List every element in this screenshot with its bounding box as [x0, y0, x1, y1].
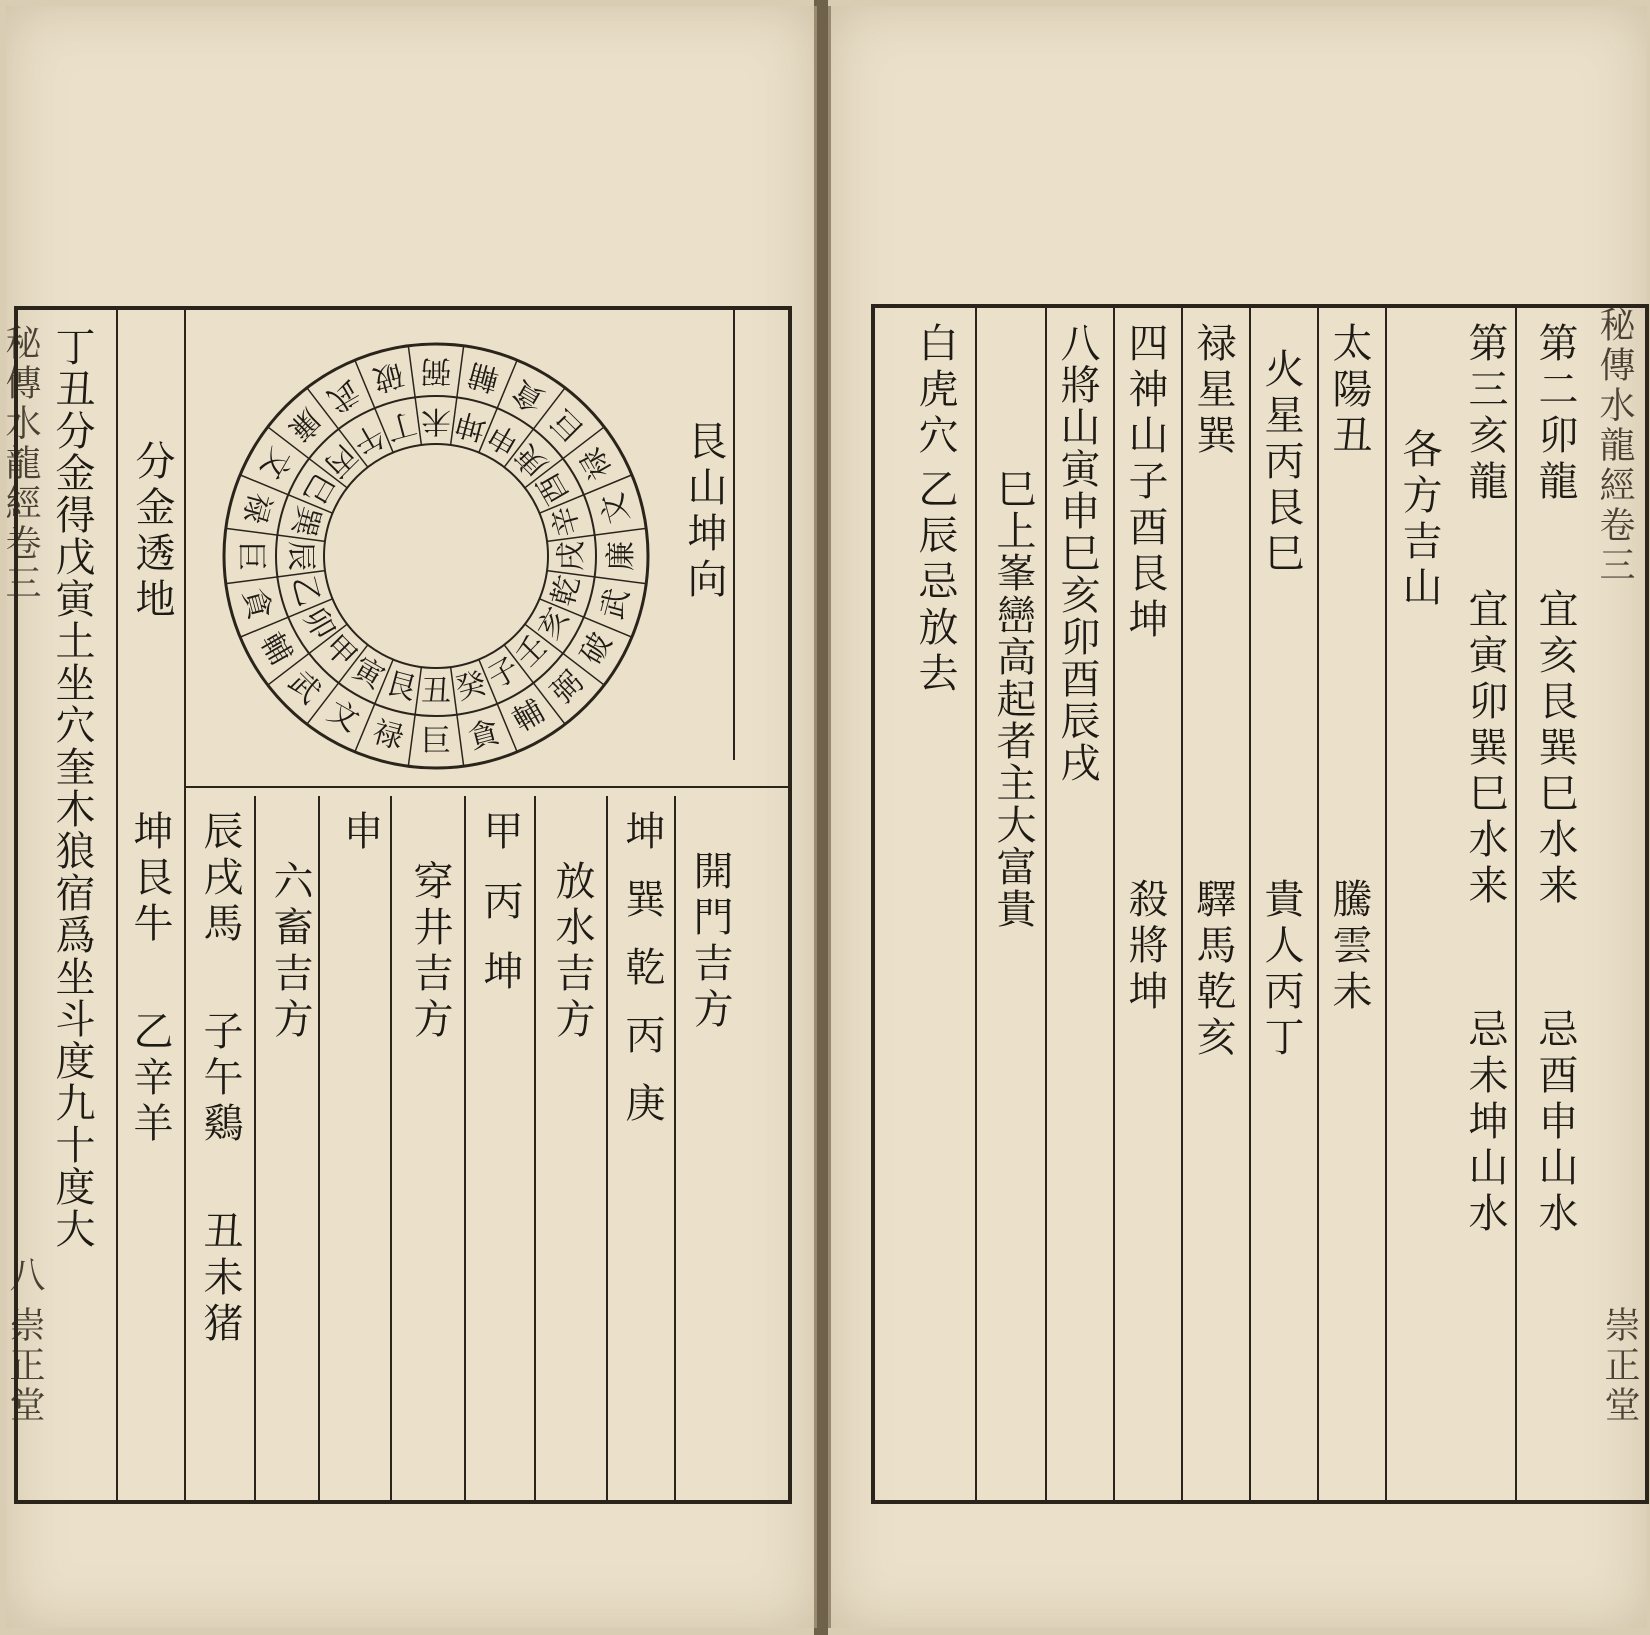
compass-inner-char: 庚 [508, 437, 555, 484]
bottom-col-water: 放水吉方 [549, 860, 595, 1044]
column-rule [733, 310, 735, 760]
compass-outer-char: 巨 [421, 724, 451, 759]
column-rule [674, 796, 676, 1500]
compass-inner-char: 申 [482, 415, 526, 462]
compass-outer-char: 破 [573, 627, 620, 671]
compass-outer-char: 輔 [252, 627, 298, 671]
bottom-col-livestock: 六畜吉方 [267, 860, 313, 1044]
bottom-col-cow: 坤艮牛 [127, 810, 173, 948]
right-margin-title: 秘傳水龍經卷三 [1594, 306, 1635, 586]
compass-outer-char: 弼 [544, 664, 591, 711]
compass-outer-char: 文 [252, 441, 298, 485]
compass-inner-char: 午 [346, 415, 390, 462]
bottom-col-water-dirs: 甲丙坤 [477, 810, 523, 1020]
bottom-col-open-door-dirs: 坤巽乾丙庚 [619, 810, 665, 1150]
compass-outer-char: 巨 [544, 401, 591, 448]
col-guiren: 貴人丙丁 [1258, 878, 1304, 1062]
bottom-col-well-dirs: 申 [337, 810, 383, 856]
compass-outer-char: 輔 [464, 356, 504, 398]
col-baihu: 白虎穴 [912, 322, 958, 460]
left-margin-page-number: 八 [4, 1256, 45, 1296]
compass-inner-char: 未 [421, 403, 451, 438]
column-rule [534, 796, 536, 1500]
row-rule [184, 786, 788, 788]
compass-inner-char: 酉 [530, 466, 576, 510]
compass-inner-char: 辰 [283, 541, 318, 571]
col-shajiang: 殺將坤 [1122, 878, 1168, 1016]
compass-outer-char: 輔 [507, 693, 551, 740]
compass-inner-char: 艮 [381, 666, 420, 708]
compass-outer-char: 禄 [236, 488, 278, 528]
compass-inner-char: 壬 [508, 628, 555, 675]
col-dragon-2-favorable: 宜亥艮巽巳水来 [1532, 588, 1578, 910]
column-rule [1385, 308, 1387, 1500]
compass-outer-char: 廉 [604, 541, 639, 571]
bottom-col-sheep: 乙辛羊 [127, 1010, 173, 1148]
col-dragon-3-avoid: 忌未坤山水 [1462, 1008, 1508, 1238]
compass-inner-char: 戌 [554, 541, 589, 571]
compass-inner-char: 丁 [381, 404, 420, 446]
bottom-col-well: 穿井吉方 [407, 860, 453, 1044]
column-rule [1317, 308, 1319, 1500]
compass-inner-char: 甲 [317, 628, 364, 675]
compass-outer-char: 禄 [573, 441, 620, 485]
compass-outer-char: 貪 [236, 584, 278, 624]
column-rule [1515, 308, 1517, 1500]
bottom-col-chicken: 子午鷄 [197, 1010, 243, 1148]
col-dragon-3-favorable: 宜寅卯巽巳水来 [1462, 588, 1508, 910]
col-dragon-3: 第三亥龍 [1462, 322, 1508, 506]
compass-outer-char: 貪 [507, 372, 551, 418]
column-rule [1113, 308, 1115, 1500]
compass-outer-char: 武 [281, 664, 328, 711]
col-yima: 驛馬乾亥 [1190, 878, 1236, 1062]
compass-outer-char: 文 [594, 488, 636, 528]
compass-outer-char: 弼 [421, 353, 451, 388]
compass-inner-char: 乾 [546, 572, 588, 611]
column-rule [116, 310, 118, 1500]
col-luxing: 禄星巽 [1190, 322, 1236, 460]
left-margin-publisher: 崇正堂 [4, 1306, 45, 1426]
column-rule [390, 796, 392, 1500]
text-column-genshan: 艮山坤向 [681, 420, 727, 604]
compass-outer-char: 文 [321, 693, 365, 740]
compass-inner-char: 巳 [295, 466, 342, 510]
bottom-col-horse: 辰戌馬 [197, 810, 243, 948]
col-huoxing: 火星丙艮巳 [1258, 348, 1304, 578]
compass-inner-char: 丙 [317, 437, 364, 484]
compass-outer-char: 破 [368, 356, 408, 398]
right-text-frame [871, 304, 1649, 1504]
compass-inner-char: 卯 [295, 602, 342, 646]
col-dragon-2-avoid: 忌酉申山水 [1532, 1008, 1578, 1238]
compass-inner-char: 亥 [530, 602, 576, 646]
compass-inner-char: 坤 [452, 404, 491, 446]
compass-inner-char: 癸 [452, 666, 491, 708]
col-baihu-avoid: 乙辰忌放去 [912, 468, 958, 698]
compass-outer-char: 廉 [281, 401, 328, 448]
compass-outer-char: 禄 [368, 714, 408, 756]
compass-outer-char: 武 [321, 372, 365, 418]
compass-inner-char: 寅 [346, 650, 390, 696]
column-rule [318, 796, 320, 1500]
compass-diagram [216, 336, 656, 776]
right-page [828, 6, 1647, 1628]
col-tengyun: 騰雲未 [1326, 878, 1372, 1016]
text-column-fenjin: 分金透地 [129, 440, 175, 624]
col-bajiang: 八將山寅申巳亥卯酉辰戌 [1054, 322, 1100, 784]
column-rule [1045, 308, 1047, 1500]
compass-inner-char: 辛 [546, 501, 588, 540]
bottom-col-pig: 丑未猪 [197, 1210, 243, 1348]
left-margin-title: 秘傳水龍經卷三 [0, 324, 41, 604]
col-dragon-2: 第二卯龍 [1532, 322, 1578, 506]
col-auspicious-mountains: 各方吉山 [1396, 428, 1442, 612]
col-fenglun: 巳上峯巒高起者主大富貴 [990, 468, 1036, 930]
column-rule [975, 308, 977, 1500]
compass-outer-char: 巨 [233, 541, 268, 571]
col-taiyang: 太陽丑 [1326, 322, 1372, 460]
compass-inner-char: 子 [482, 650, 526, 696]
compass-inner-char: 乙 [284, 572, 326, 611]
column-rule [184, 310, 186, 1500]
compass-outer-char: 貪 [464, 714, 504, 756]
left-page [0, 6, 817, 1628]
column-rule [464, 796, 466, 1500]
compass-inner-char: 巽 [284, 501, 326, 540]
right-margin-publisher: 崇正堂 [1599, 1306, 1640, 1426]
text-column-outer: 丁丑分金得戊寅土坐穴奎木狼宿爲坐斗度九十度大 [49, 326, 95, 1250]
column-rule [1249, 308, 1251, 1500]
col-sishen: 四神山子酉艮坤 [1122, 322, 1168, 644]
column-rule [1181, 308, 1183, 1500]
compass-inner-char: 丑 [421, 674, 451, 709]
compass-outer-char: 武 [594, 584, 636, 624]
column-rule [254, 796, 256, 1500]
column-rule [606, 796, 608, 1500]
bottom-col-open-door: 開門吉方 [687, 850, 733, 1034]
